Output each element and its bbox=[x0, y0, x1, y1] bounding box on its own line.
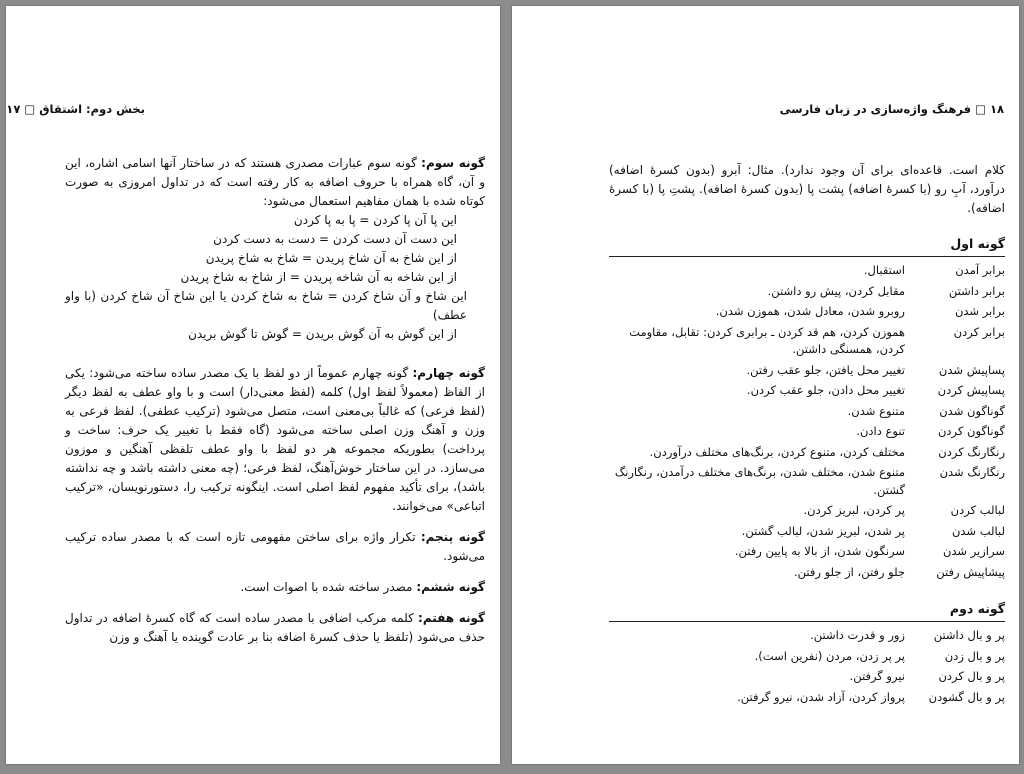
paragraph-type-5 bbox=[65, 528, 485, 566]
entry-term: رنگارنگ کردن bbox=[938, 444, 1005, 459]
entry-definition: پر پر زدن، مردن (نفرین است). bbox=[754, 648, 905, 663]
entry-definition: سرنگون شدن، از بالا به پایین رفتن. bbox=[734, 544, 905, 558]
entry-term: گوناگون شدن bbox=[939, 403, 1005, 418]
entry-row bbox=[609, 688, 1005, 709]
entry-term: برابر داشتن bbox=[948, 283, 1005, 298]
entry-definition: متنوع شدن، مختلف شدن، برنگ‌های مختلف درآمدن، رنگارنگ گشتن. bbox=[614, 465, 905, 497]
entry-row bbox=[609, 361, 1005, 382]
paragraph-text: گونه سوم عبارات مصدری هستند که در ساختار آنها اسامی اشاره، این و آن، گاه همراه با حروف اضافه به کار رفته است که در تداول امروزی به صورت کوتاه شده با همان مفاهیم استعمال می‌شود: bbox=[65, 156, 485, 208]
entry-definition: مقابل کردن، پیش رو داشتن. bbox=[767, 283, 905, 298]
left-page-body bbox=[65, 154, 485, 659]
entry-row bbox=[609, 261, 1005, 282]
page-header-right: ۱۸ □ فرهنگ واژه‌سازی در زبان فارسی bbox=[779, 102, 1004, 116]
entry-row bbox=[609, 443, 1005, 464]
entry-term: رنگارنگ شدن bbox=[939, 465, 1005, 479]
entry-definition: تنوع دادن. bbox=[856, 424, 905, 438]
paragraph-label: گونه هفتم: bbox=[418, 611, 485, 625]
section-title: گونه دوم bbox=[609, 599, 1005, 622]
section-title: گونه اول bbox=[609, 234, 1005, 257]
paragraph-text: مصدر ساخته شده با اصوات است. bbox=[240, 580, 413, 594]
entry-term: پر و بال گشودن bbox=[928, 689, 1005, 704]
example-list bbox=[65, 211, 485, 344]
entry-row bbox=[609, 626, 1005, 647]
entry-row bbox=[609, 522, 1005, 543]
entry-term: برابر آمدن bbox=[955, 263, 1005, 277]
entry-definition: تغییر محل یافتن، جلو عقب رفتن. bbox=[746, 362, 905, 377]
entry-definition: پرواز کردن، آزاد شدن، نیرو گرفتن. bbox=[737, 689, 905, 704]
entries-table-type-1 bbox=[609, 261, 1005, 583]
paragraph-type-3 bbox=[65, 154, 485, 344]
example-line: از این شاخه به آن شاخه پریدن = از شاخ به شاخ پریدن bbox=[180, 270, 457, 284]
right-page-body bbox=[609, 161, 1005, 708]
entry-definition: روبرو شدن، معادل شدن، هموزن شدن. bbox=[715, 304, 905, 318]
paragraph-type-7 bbox=[65, 609, 485, 647]
example-line: این دست آن دست کردن = دست به دست کردن bbox=[213, 232, 457, 246]
paragraph-type-4 bbox=[65, 364, 485, 516]
entry-row bbox=[609, 302, 1005, 323]
entry-row bbox=[609, 542, 1005, 563]
entry-definition: زور و قدرت داشتن. bbox=[810, 628, 905, 642]
entry-term: پساپیش شدن bbox=[938, 362, 1005, 377]
entry-definition: تغییر محل دادن، جلو عقب کردن. bbox=[746, 383, 905, 397]
entry-row bbox=[609, 422, 1005, 443]
entry-row bbox=[609, 463, 1005, 501]
example-line: این پا آن پا کردن = پا به پا کردن bbox=[293, 213, 457, 227]
paragraph-label: گونه پنجم: bbox=[420, 530, 485, 544]
entry-term: پر و بال داشتن bbox=[933, 628, 1005, 642]
entry-row bbox=[609, 402, 1005, 423]
entry-term: پر و بال کردن bbox=[938, 669, 1005, 683]
entry-definition: پر شدن، لبریز شدن، لبالب گشتن. bbox=[741, 523, 905, 538]
entry-term: برابر شدن bbox=[954, 304, 1005, 318]
entry-term: لبالب کردن bbox=[950, 503, 1005, 517]
paragraph-text: تکرار واژه برای ساختن مفهومی تازه است که با مصدر ساده ترکیب می‌شود. bbox=[65, 530, 485, 563]
intro-paragraph: کلام است. قاعده‌ای برای آن وجود ندارد). مثال: آبرو (بدون کسرهٔ اضافه) درآورد، آبِ رو (با کسرهٔ اضافه) پشت پا (بدون کسرهٔ اضافه). پشتِ پا (با کسرهٔ اضافه). bbox=[609, 163, 1005, 215]
entry-definition: استقبال. bbox=[863, 263, 905, 277]
page-18 bbox=[512, 6, 1019, 764]
paragraph-text: گونه چهارم عموماً از دو لفظ با یک مصدر ساده ساخته می‌شود: یکی از الفاظ (معمولاً لفظ اول) کلمه (لفظ معنی‌دار) است و با واو عطف به لفظ دیگر (لفظ فرعی) که غالباً بی‌معنی است، متصل می‌شود (ترکیب عطفی). لفظ فرعی به وزن و آهنگ وزن اصلی ساخته می‌شود (گاه فقط با تغییر یک حرف: ساخت و پرداخت) بطوریکه مجموعه هر دو لفظ با واو عطف تلفظی آهنگین و موزون می‌سازد. در این ساختار خوش‌آهنگ، لفظ فرعی؛ (چه معنی داشته باشد و چه نداشته باشد)، برای تأکید مفهوم لفظ اصلی است. اینگونه ترکیب را، دستورنویسان، «ترکیب اتباعی» می‌خوانند. bbox=[65, 366, 485, 513]
paragraph-label: گونه ششم: bbox=[416, 580, 485, 594]
entry-definition: هموزن کردن، هم قد کردن ـ برابری کردن: تقابل، مقاومت کردن، همسنگی داشتن. bbox=[629, 324, 905, 356]
entry-row bbox=[609, 282, 1005, 303]
example-line: از این شاخ به آن شاخ پریدن = شاخ به شاخ پریدن bbox=[205, 251, 457, 265]
entry-definition: متنوع شدن. bbox=[847, 403, 905, 418]
example-line: از این گوش به آن گوش بریدن = گوش تا گوش بریدن bbox=[188, 327, 457, 341]
entry-row bbox=[609, 501, 1005, 522]
entry-definition: نیرو گرفتن. bbox=[849, 669, 905, 683]
entry-row bbox=[609, 323, 1005, 361]
entry-term: پر و بال زدن bbox=[944, 648, 1005, 663]
entry-term: لبالب شدن bbox=[951, 523, 1005, 538]
page-17 bbox=[6, 6, 500, 764]
entry-term: برابر کردن bbox=[953, 324, 1005, 339]
paragraph-label: گونه چهارم: bbox=[412, 366, 485, 380]
entry-row bbox=[609, 563, 1005, 584]
example-line: این شاخ و آن شاخ کردن = شاخ به شاخ کردن یا این شاخ آن شاخ کردن (با واو عطف) bbox=[65, 289, 467, 322]
entry-term: سرازیر شدن bbox=[942, 544, 1005, 558]
paragraph-type-6 bbox=[65, 578, 485, 597]
entry-definition: مختلف کردن، متنوع کردن، برنگ‌های مختلف درآوردن. bbox=[649, 444, 905, 459]
entry-term: پیشاپیش رفتن bbox=[936, 564, 1005, 579]
paragraph-label: گونه سوم: bbox=[421, 156, 485, 170]
page-header-left: بخش دوم: اشتقاق □ ۱۷ bbox=[6, 102, 145, 116]
entry-row bbox=[609, 381, 1005, 402]
entries-table-type-2 bbox=[609, 626, 1005, 708]
entry-definition: جلو رفتن، از جلو رفتن. bbox=[793, 564, 905, 579]
entry-row bbox=[609, 647, 1005, 668]
entry-definition: پر کردن، لبریز کردن. bbox=[803, 503, 905, 517]
paragraph-text: کلمه مرکب اضافی با مصدر ساده است که گاه کسرهٔ اضافه در تداول حذف می‌شود (تلفظ یا حذف کسرهٔ اضافه بنا بر عادت گوینده یا آهنگ و وزن bbox=[65, 611, 485, 644]
entry-row bbox=[609, 667, 1005, 688]
entry-term: پساپیش کردن bbox=[937, 383, 1005, 397]
entry-term: گوناگون کردن bbox=[937, 424, 1005, 438]
